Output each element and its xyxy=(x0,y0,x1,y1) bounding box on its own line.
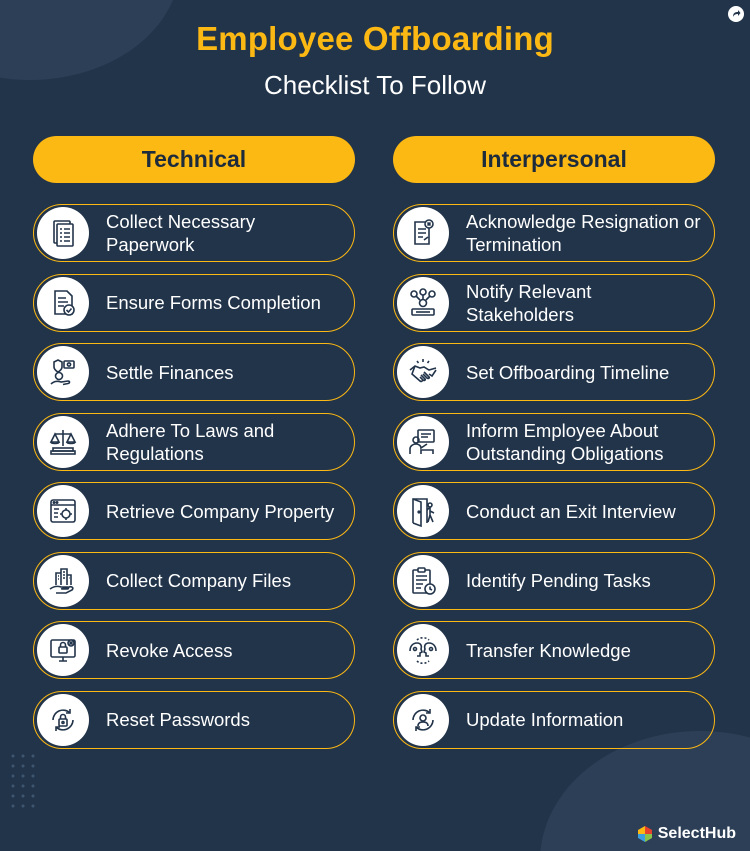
checklist-item-label: Adhere To Laws and Regulations xyxy=(106,419,275,464)
handshake-icon xyxy=(397,346,449,398)
checklist-item-label: Revoke Access xyxy=(106,639,233,661)
checklist-item-label: Identify Pending Tasks xyxy=(466,570,651,591)
checklist-item-label: Collect Company Files xyxy=(106,570,292,591)
column-heading-interpersonal: Interpersonal xyxy=(393,136,715,183)
law-scale-icon xyxy=(37,416,89,468)
exit-door-icon xyxy=(397,485,449,537)
selecthub-logo-mark-icon xyxy=(636,825,654,843)
page-subtitle: Checklist To Follow xyxy=(263,70,487,100)
update-info-icon xyxy=(397,694,449,746)
checklist-item xyxy=(33,204,355,262)
finance-hand-icon xyxy=(37,346,89,398)
interpersonal-column xyxy=(393,136,715,760)
inform-employee-icon xyxy=(397,416,449,468)
checklist-item xyxy=(393,482,715,540)
page-title: Employee Offboarding xyxy=(196,20,554,57)
property-settings-icon xyxy=(37,485,89,537)
stakeholders-icon xyxy=(397,277,449,329)
checklist-item xyxy=(393,274,715,332)
checklist-item xyxy=(393,204,715,262)
checklist-item xyxy=(393,552,715,610)
checklist-item xyxy=(393,413,715,471)
checklist-item-label: Set Offboarding Timeline xyxy=(466,361,670,383)
decorative-dots xyxy=(8,751,38,811)
column-heading-technical: Technical xyxy=(33,136,355,183)
company-files-icon xyxy=(37,555,89,607)
checklist-item-label: Update Information xyxy=(466,709,624,730)
paperwork-checklist-icon xyxy=(37,207,89,259)
checklist-item xyxy=(33,691,355,749)
checklist-item-label: Acknowledge Resignation or Termination xyxy=(466,211,701,255)
checklist-item xyxy=(33,413,355,471)
checklist-item-label: Transfer Knowledge xyxy=(466,639,631,661)
checklist-item xyxy=(33,552,355,610)
checklist-item-label: Retrieve Company Property xyxy=(106,500,335,522)
reset-password-icon xyxy=(37,694,89,746)
checklist-item xyxy=(33,482,355,540)
checklist-item-label: Conduct an Exit Interview xyxy=(466,500,676,522)
brand-name: SelectHub xyxy=(657,825,736,842)
checklist-item xyxy=(393,621,715,679)
checklist-item-label: Inform Employee About Outstanding Obligations xyxy=(466,419,664,464)
knowledge-transfer-icon xyxy=(397,624,449,676)
checklist-item-label: Settle Finances xyxy=(106,361,234,383)
form-check-icon xyxy=(37,277,89,329)
resignation-letter-icon xyxy=(397,207,449,259)
checklist-item xyxy=(393,343,715,401)
technical-column xyxy=(33,136,355,760)
checklist-item-label: Notify Relevant Stakeholders xyxy=(466,280,592,325)
selecthub-logo xyxy=(636,825,736,843)
checklist-item-label: Ensure Forms Completion xyxy=(106,292,321,313)
pending-tasks-icon xyxy=(397,555,449,607)
checklist-item xyxy=(33,274,355,332)
checklist-item xyxy=(393,691,715,749)
revoke-access-icon xyxy=(37,624,89,676)
checklist-item-label: Collect Necessary Paperwork xyxy=(106,211,256,255)
checklist-item xyxy=(33,621,355,679)
checklist-item xyxy=(33,343,355,401)
checklist-item-label: Reset Passwords xyxy=(106,709,250,730)
